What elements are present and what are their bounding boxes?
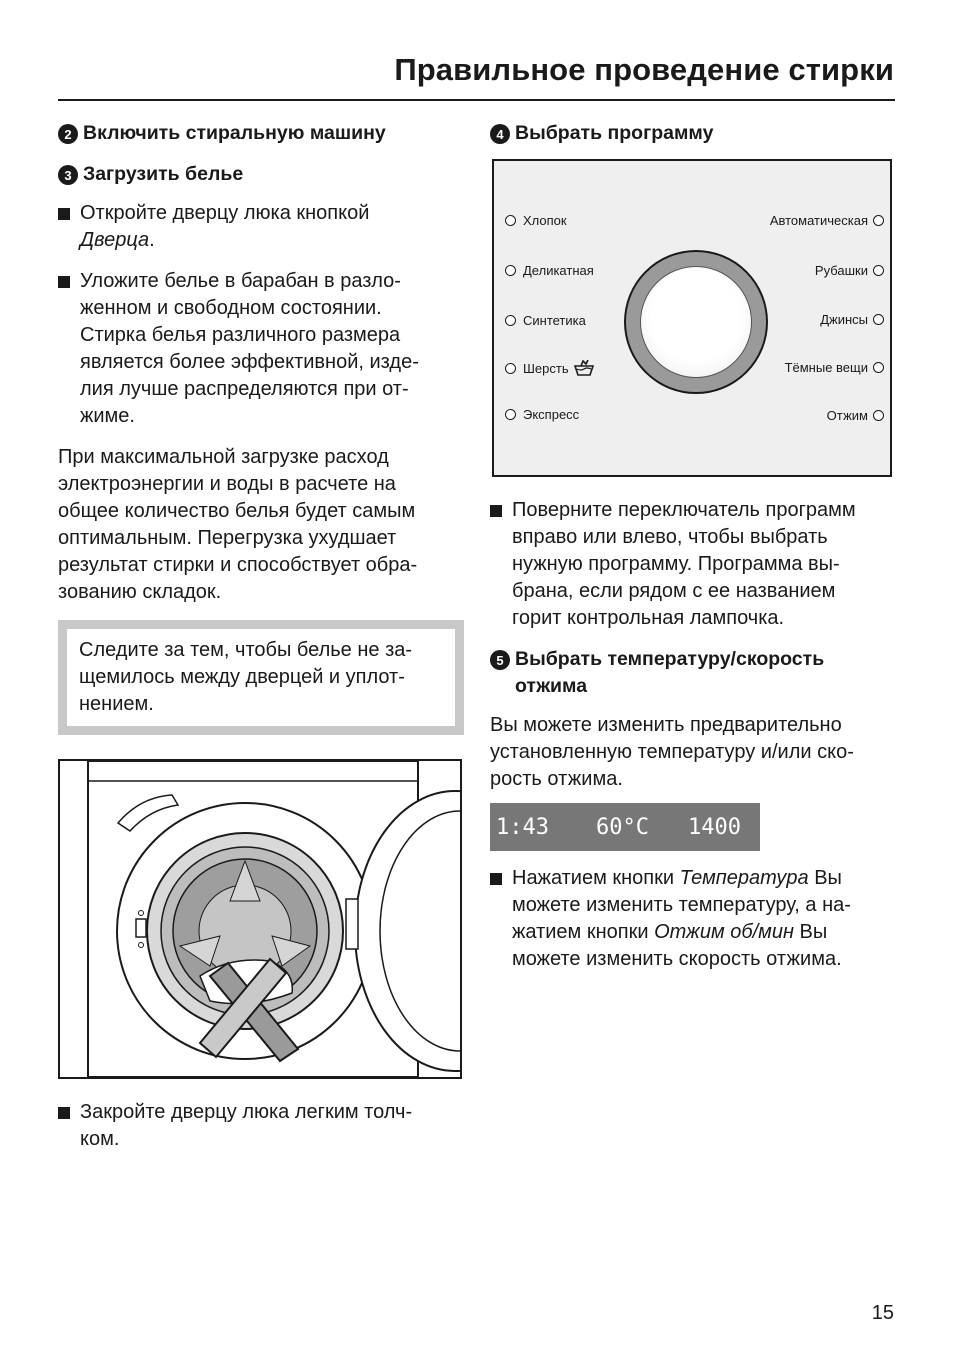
step-number-2: 2 (58, 124, 78, 144)
page-title: Правильное проведение стирки (394, 52, 894, 87)
program-lamp-icon (505, 409, 516, 420)
step-number-5: 5 (490, 650, 510, 670)
bullet-close-door (58, 1099, 466, 1153)
program-wool[interactable]: Шерсть (505, 360, 595, 376)
temperature-paragraph: Вы можете изменить предварительно установленную температуру и/или ско- рость отжима. (490, 714, 854, 790)
right-column (490, 120, 896, 982)
program-delicate[interactable]: Деликатная (505, 263, 594, 278)
program-lamp-icon (873, 362, 884, 373)
step-number-4: 4 (490, 124, 510, 144)
status-display (490, 803, 760, 851)
bullet-open-door (58, 200, 466, 254)
washer-drawing (60, 761, 460, 1077)
left-column (58, 120, 466, 1162)
step-4-heading (490, 120, 896, 147)
step-5-heading (490, 646, 896, 700)
bullet-load-laundry (58, 268, 466, 430)
step-3-heading (58, 161, 466, 188)
program-jeans[interactable]: Джинсы (820, 312, 884, 327)
program-lamp-icon (873, 314, 884, 325)
bullet-square-icon (490, 873, 502, 885)
bullet-square-icon (58, 1107, 70, 1119)
bullet-square-icon (58, 276, 70, 288)
program-selector-knob[interactable] (624, 250, 768, 394)
handwash-tub-icon (573, 360, 595, 376)
bullet-text: Уложите белье в барабан в разло- женном и свободном состоянии. Стирка белья различного размера является более эффективной, изде- лия лучше распределяются при от- жиме. (80, 270, 419, 427)
step-3-title: Загрузить белье (83, 163, 244, 185)
page-number: 15 (871, 1302, 894, 1324)
program-lamp-icon (505, 315, 516, 326)
program-cotton[interactable]: Хлопок (505, 213, 567, 228)
program-lamp-icon (505, 215, 516, 226)
program-lamp-icon (505, 265, 516, 276)
bullet-temperature-buttons (490, 865, 896, 973)
program-lamp-icon (505, 363, 516, 374)
program-lamp-icon (873, 215, 884, 226)
bullet-text: Нажатием кнопки Температура Вы можете изменить температуру, а на- жатием кнопки Отжим об/мин Вы можете изменить скорость отжима. (512, 867, 851, 970)
program-lamp-icon (873, 410, 884, 421)
program-dark-garments[interactable]: Тёмные вещи (785, 360, 884, 375)
step-2-heading (58, 120, 466, 147)
knob-face (640, 266, 752, 378)
program-shirts[interactable]: Рубашки (815, 263, 884, 278)
display-time: 1:43 (496, 814, 549, 840)
notice-text: Следите за тем, чтобы белье не за- щемилось между дверцей и уплот- нением. (67, 629, 455, 726)
program-automatic[interactable]: Автоматическая (770, 213, 884, 228)
step-5-title: Выбрать температуру/скорость отжима (515, 648, 825, 697)
bullet-text: Откройте дверцу люка кнопкой Дверца. (80, 202, 370, 251)
title-rule (58, 99, 895, 101)
load-paragraph: При максимальной загрузке расход электроэнергии и воды в расчете на общее количество белья будет самым оптимальным. Перегрузка ухудшает результат стирки и способствует обра- зованию складок. (58, 446, 418, 603)
program-panel (492, 159, 892, 477)
step-2-title: Включить стиральную машину (83, 122, 386, 144)
display-temperature: 60°C (596, 814, 649, 840)
step-4-title: Выбрать программу (515, 122, 714, 144)
bullet-text: Поверните переключатель программ вправо или влево, чтобы выбрать нужную программу. Программа вы- брана, если рядом с ее названием горит контрольная лампочка. (512, 499, 856, 629)
bullet-square-icon (490, 505, 502, 517)
program-express[interactable]: Экспресс (505, 407, 579, 422)
program-spin[interactable]: Отжим (827, 408, 884, 423)
program-synthetics[interactable]: Синтетика (505, 313, 586, 328)
step-number-3: 3 (58, 165, 78, 185)
display-spin-speed: 1400 (688, 814, 741, 840)
notice-box (58, 620, 464, 735)
program-lamp-icon (873, 265, 884, 276)
bullet-turn-selector (490, 497, 896, 632)
washing-machine-illustration (58, 759, 462, 1079)
bullet-text: Закройте дверцу люка легким толч- ком. (80, 1101, 413, 1150)
bullet-square-icon (58, 208, 70, 220)
